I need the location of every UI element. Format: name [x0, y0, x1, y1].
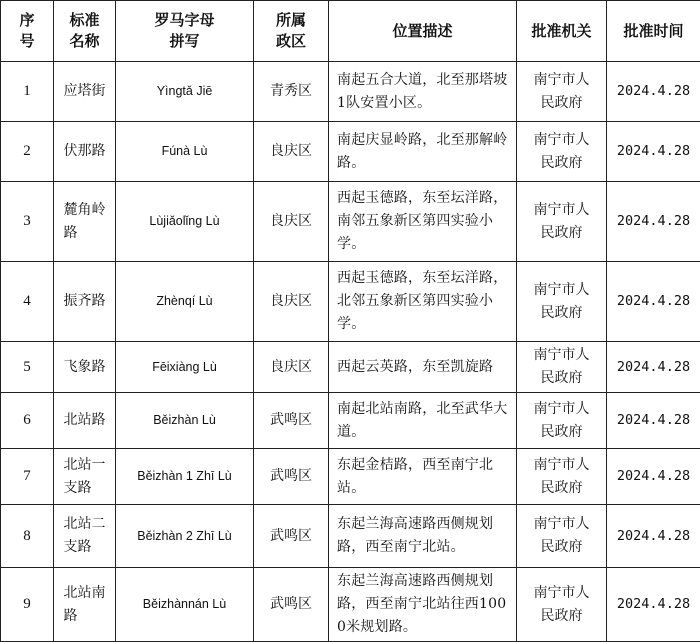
cell-location-description [329, 342, 517, 393]
cell-seq-text: 5 [23, 359, 31, 375]
cell-district-text: 良庆区 [270, 293, 312, 309]
cell-district-text: 良庆区 [270, 359, 312, 375]
cell-standard-name [54, 182, 116, 262]
cell-approval-authority-text: 南宁市人民政府 [534, 344, 590, 390]
cell-district [254, 122, 329, 182]
cell-approval-authority [517, 182, 607, 262]
cell-location-description [329, 122, 517, 182]
cell-approval-authority-text: 南宁市人民政府 [534, 582, 590, 628]
cell-district [254, 505, 329, 568]
cell-standard-name [54, 62, 116, 122]
cell-approval-date-text: 2024.4.28 [617, 468, 690, 484]
cell-approval-date [607, 182, 700, 262]
cell-approval-authority [517, 62, 607, 122]
cell-roman-spelling [116, 342, 254, 393]
table-body [1, 62, 700, 642]
table-row [1, 393, 700, 449]
cell-seq [1, 122, 54, 182]
cell-seq-text: 1 [23, 83, 31, 99]
cell-location-description-text: 南起北站南路，北至武华大道。 [337, 398, 511, 444]
cell-location-description [329, 568, 517, 642]
cell-roman-spelling-text: Lùjiǎolǐng Lù [149, 210, 219, 233]
cell-seq-text: 2 [23, 143, 31, 159]
cell-standard-name-text: 麓角岭路 [64, 199, 106, 245]
table-row [1, 505, 700, 568]
cell-approval-authority [517, 342, 607, 393]
cell-seq-text: 9 [23, 596, 31, 612]
cell-seq [1, 568, 54, 642]
cell-approval-authority [517, 122, 607, 182]
cell-approval-authority-text: 南宁市人民政府 [534, 199, 590, 245]
cell-approval-date [607, 62, 700, 122]
cell-roman-spelling [116, 262, 254, 342]
cell-approval-authority [517, 505, 607, 568]
cell-approval-authority-text: 南宁市人民政府 [534, 398, 590, 444]
cell-approval-date [607, 342, 700, 393]
cell-roman-spelling [116, 62, 254, 122]
cell-standard-name [54, 568, 116, 642]
cell-location-description-text: 西起云英路，东至凯旋路 [337, 356, 511, 379]
cell-district [254, 568, 329, 642]
cell-approval-date-text: 2024.4.28 [617, 213, 690, 229]
cell-approval-authority [517, 449, 607, 505]
cell-standard-name-text: 振齐路 [64, 290, 106, 313]
cell-approval-date [607, 449, 700, 505]
cell-roman-spelling-text: Yìngtǎ Jiē [157, 80, 213, 103]
table-header-row [1, 1, 700, 62]
cell-approval-date [607, 505, 700, 568]
cell-approval-date-text: 2024.4.28 [617, 83, 690, 99]
cell-seq-text: 4 [23, 293, 31, 309]
cell-roman-spelling [116, 568, 254, 642]
cell-standard-name-text: 北站南路 [64, 582, 106, 628]
cell-standard-name-text: 应塔街 [64, 80, 106, 103]
cell-location-description [329, 182, 517, 262]
table-row [1, 262, 700, 342]
cell-seq [1, 262, 54, 342]
cell-approval-date-text: 2024.4.28 [617, 596, 690, 612]
table-row [1, 122, 700, 182]
cell-district [254, 449, 329, 505]
cell-roman-spelling-text: Běizhàn 1 Zhī Lù [137, 465, 232, 488]
cell-roman-spelling [116, 449, 254, 505]
table-row [1, 342, 700, 393]
cell-location-description-text: 西起玉德路，东至坛洋路，南邻五象新区第四实验小学。 [337, 187, 511, 256]
cell-approval-date [607, 262, 700, 342]
cell-approval-date-text: 2024.4.28 [617, 412, 690, 428]
cell-district [254, 182, 329, 262]
cell-district-text: 青秀区 [270, 83, 312, 99]
cell-standard-name [54, 393, 116, 449]
cell-approval-date [607, 568, 700, 642]
cell-approval-authority [517, 393, 607, 449]
cell-roman-spelling-text: Běizhàn 2 Zhī Lù [137, 525, 232, 548]
cell-location-description-text: 南起庆显岭路，北至那解岭路。 [337, 129, 511, 175]
cell-approval-authority-text: 南宁市人民政府 [534, 129, 590, 175]
header-standard-name: 标准名称 [54, 1, 116, 62]
cell-district-text: 良庆区 [270, 213, 312, 229]
table-row [1, 62, 700, 122]
cell-location-description [329, 393, 517, 449]
cell-seq-text: 7 [23, 468, 31, 484]
cell-approval-authority-text: 南宁市人民政府 [534, 513, 590, 559]
cell-seq-text: 6 [23, 412, 31, 428]
cell-standard-name-text: 飞象路 [64, 356, 106, 379]
cell-approval-authority-text: 南宁市人民政府 [534, 69, 590, 115]
cell-location-description [329, 449, 517, 505]
cell-location-description [329, 262, 517, 342]
header-seq: 序号 [1, 1, 54, 62]
table-row [1, 182, 700, 262]
cell-roman-spelling-text: Běizhàn Lù [153, 409, 216, 432]
header-approval-authority: 批准机关 [517, 1, 607, 62]
cell-standard-name [54, 262, 116, 342]
cell-standard-name [54, 449, 116, 505]
cell-approval-authority [517, 262, 607, 342]
cell-approval-date-text: 2024.4.28 [617, 143, 690, 159]
cell-roman-spelling [116, 122, 254, 182]
table-row [1, 568, 700, 642]
cell-approval-date-text: 2024.4.28 [617, 359, 690, 375]
cell-location-description-text: 西起玉德路，东至坛洋路，北邻五象新区第四实验小学。 [337, 267, 511, 336]
cell-roman-spelling-text: Fúnà Lù [162, 140, 208, 163]
cell-seq-text: 3 [23, 213, 31, 229]
header-approval-date: 批准时间 [607, 1, 700, 62]
cell-district [254, 262, 329, 342]
cell-approval-date-text: 2024.4.28 [617, 293, 690, 309]
cell-seq [1, 449, 54, 505]
cell-approval-authority [517, 568, 607, 642]
cell-district [254, 393, 329, 449]
cell-standard-name-text: 北站一支路 [64, 454, 106, 500]
cell-standard-name-text: 伏那路 [64, 140, 106, 163]
cell-standard-name-text: 北站二支路 [64, 513, 106, 559]
cell-district-text: 良庆区 [270, 143, 312, 159]
header-roman-spelling: 罗马字母拼写 [116, 1, 254, 62]
cell-location-description-text: 南起五合大道，北至那塔坡1队安置小区。 [337, 69, 511, 115]
cell-roman-spelling-text: Běizhànnán Lù [143, 593, 226, 616]
cell-district-text: 武鸣区 [270, 596, 312, 612]
table-row [1, 449, 700, 505]
cell-district [254, 62, 329, 122]
cell-approval-authority-text: 南宁市人民政府 [534, 454, 590, 500]
cell-location-description-text: 东起兰海高速路西侧规划路，西至南宁北站。 [337, 513, 511, 559]
cell-district-text: 武鸣区 [270, 528, 312, 544]
cell-standard-name [54, 122, 116, 182]
cell-standard-name-text: 北站路 [64, 409, 106, 432]
cell-approval-date [607, 393, 700, 449]
cell-roman-spelling [116, 505, 254, 568]
cell-approval-date [607, 122, 700, 182]
cell-location-description [329, 62, 517, 122]
cell-location-description-text: 东起兰海高速路西侧规划路，西至南宁北站往西1000米规划路。 [337, 570, 511, 639]
cell-location-description [329, 505, 517, 568]
cell-roman-spelling [116, 182, 254, 262]
cell-seq [1, 342, 54, 393]
header-district: 所属政区 [254, 1, 329, 62]
cell-district-text: 武鸣区 [270, 412, 312, 428]
cell-district-text: 武鸣区 [270, 468, 312, 484]
cell-seq [1, 62, 54, 122]
cell-seq [1, 393, 54, 449]
cell-seq-text: 8 [23, 528, 31, 544]
cell-standard-name [54, 505, 116, 568]
cell-approval-authority-text: 南宁市人民政府 [534, 279, 590, 325]
cell-roman-spelling [116, 393, 254, 449]
cell-seq [1, 505, 54, 568]
cell-district [254, 342, 329, 393]
cell-standard-name [54, 342, 116, 393]
cell-location-description-text: 东起金桔路，西至南宁北站。 [337, 454, 511, 500]
cell-roman-spelling-text: Fēixiàng Lù [152, 356, 217, 379]
cell-approval-date-text: 2024.4.28 [617, 528, 690, 544]
cell-seq [1, 182, 54, 262]
header-location-description: 位置描述 [329, 1, 517, 62]
cell-roman-spelling-text: Zhènqí Lù [156, 290, 212, 313]
